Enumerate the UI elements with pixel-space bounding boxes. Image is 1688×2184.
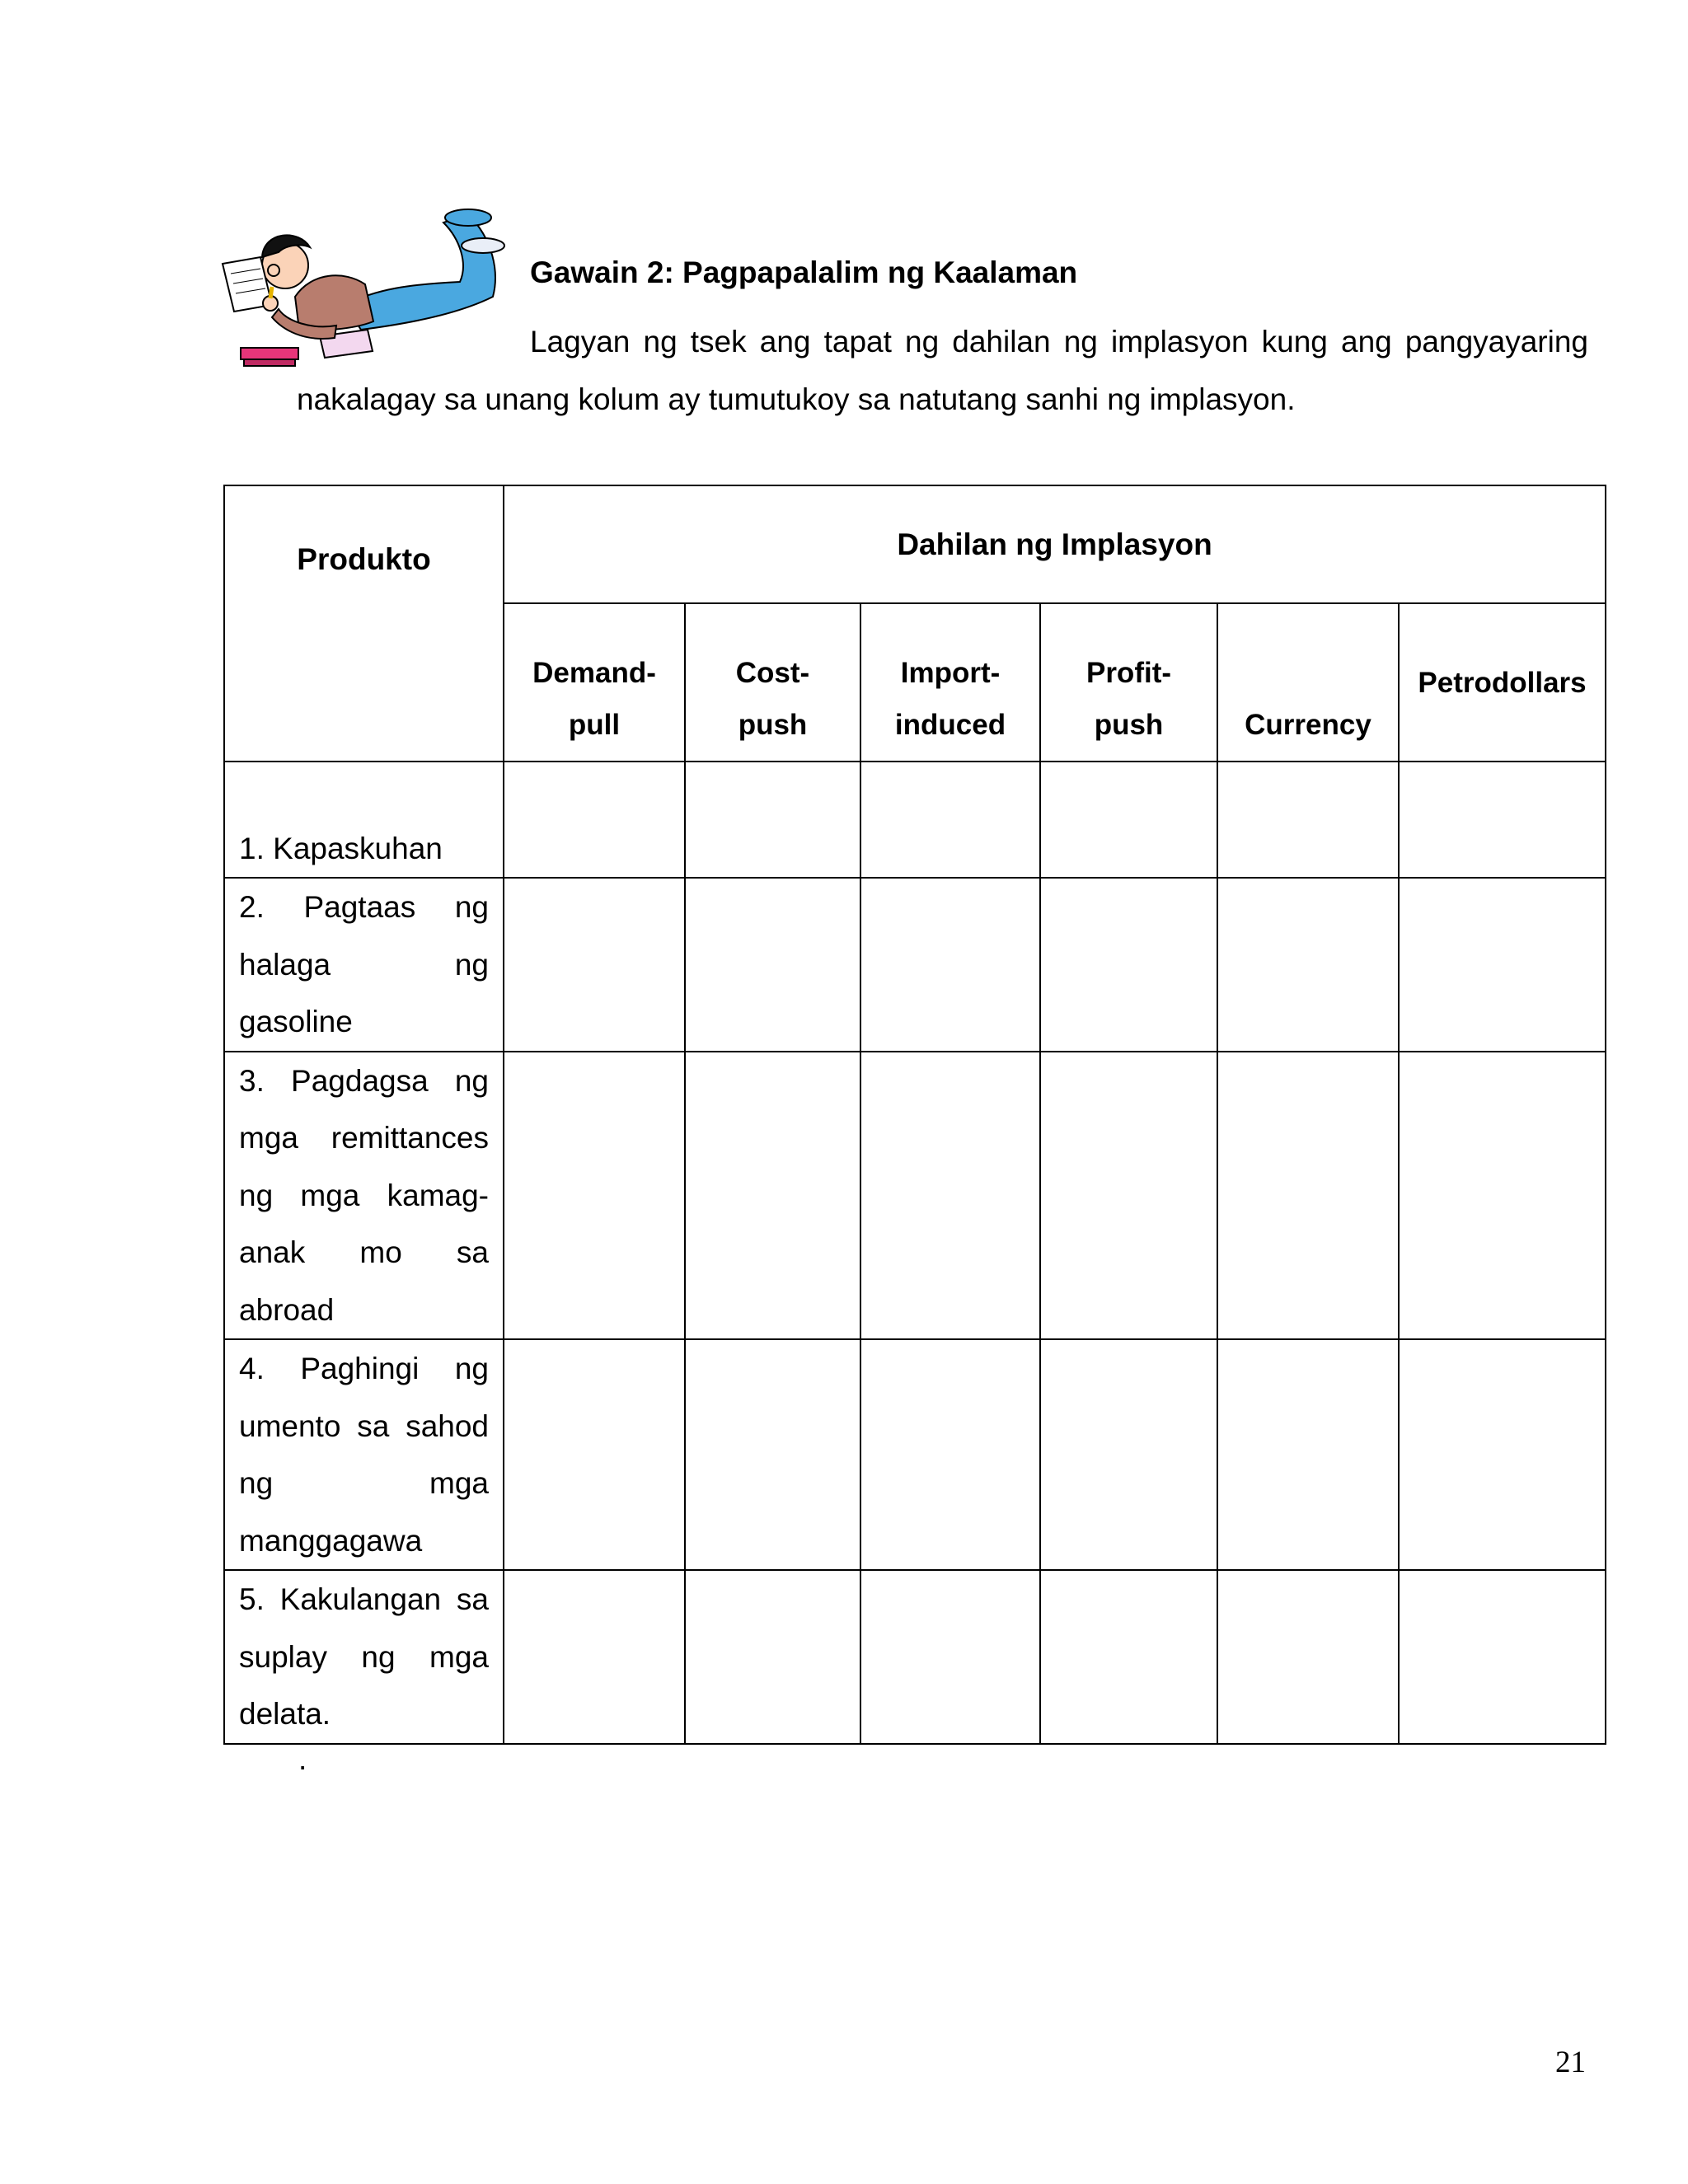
trailing-dot: .	[298, 1742, 307, 1776]
row-label: 1. Kapaskuhan	[224, 762, 504, 878]
check-cell[interactable]	[1217, 1570, 1399, 1744]
header-demand-pull: Demand- pull	[504, 603, 685, 762]
check-cell[interactable]	[685, 762, 860, 878]
check-cell[interactable]	[860, 1570, 1040, 1744]
row-label: 4. Paghingi ng umento sa sahod ng mga manggagawa	[224, 1339, 504, 1570]
row-label: 5. Kakulangan sa suplay ng mga delata.	[224, 1570, 504, 1744]
header-cost-push: Cost- push	[685, 603, 860, 762]
check-cell[interactable]	[685, 1339, 860, 1570]
check-cell[interactable]	[685, 1052, 860, 1340]
table-row	[224, 1052, 1606, 1340]
header-petrodollars: Petrodollars	[1399, 603, 1606, 762]
check-cell[interactable]	[685, 878, 860, 1052]
header-currency: Currency	[1217, 603, 1399, 762]
check-cell[interactable]	[504, 878, 685, 1052]
check-cell[interactable]	[1399, 878, 1606, 1052]
table-row	[224, 762, 1606, 878]
check-cell[interactable]	[860, 1052, 1040, 1340]
check-cell[interactable]	[504, 762, 685, 878]
header-dahilan: Dahilan ng Implasyon	[504, 485, 1606, 603]
inflation-causes-table	[223, 485, 1606, 1745]
row-label: 2. Pagtaas ng halaga ng gasoline	[224, 878, 504, 1052]
check-cell[interactable]	[504, 1339, 685, 1570]
check-cell[interactable]	[1399, 1570, 1606, 1744]
header-produkto: Produkto	[224, 485, 504, 762]
table-row	[224, 878, 1606, 1052]
check-cell[interactable]	[1399, 1339, 1606, 1570]
check-cell[interactable]	[1217, 1339, 1399, 1570]
check-cell[interactable]	[1040, 878, 1217, 1052]
check-cell[interactable]	[1040, 1052, 1217, 1340]
header-import-induced: Import- induced	[860, 603, 1040, 762]
check-cell[interactable]	[860, 878, 1040, 1052]
instructions-text: Lagyan ng tsek ang tapat ng dahilan ng implasyon kung ang pangyayaring nakalagay sa unang kolum ay tumutukoy sa natutang sanhi ng implasyon.	[297, 325, 1588, 416]
check-cell[interactable]	[1399, 762, 1606, 878]
check-cell[interactable]	[1040, 762, 1217, 878]
check-cell[interactable]	[504, 1052, 685, 1340]
check-cell[interactable]	[1040, 1570, 1217, 1744]
check-cell[interactable]	[1217, 878, 1399, 1052]
check-cell[interactable]	[1217, 1052, 1399, 1340]
row-label: 3. Pagdagsa ng mga remittances ng mga kamag-anak mo sa abroad	[224, 1052, 504, 1340]
check-cell[interactable]	[504, 1570, 685, 1744]
check-cell[interactable]	[1040, 1339, 1217, 1570]
table-row	[224, 1570, 1606, 1744]
table-row	[224, 1339, 1606, 1570]
check-cell[interactable]	[1217, 762, 1399, 878]
page-number: 21	[1555, 2046, 1586, 2079]
check-cell[interactable]	[860, 762, 1040, 878]
check-cell[interactable]	[685, 1570, 860, 1744]
activity-title: Gawain 2: Pagpapalalim ng Kaalaman	[530, 255, 1078, 289]
check-cell[interactable]	[1399, 1052, 1606, 1340]
header-profit-push: Profit- push	[1040, 603, 1217, 762]
check-cell[interactable]	[860, 1339, 1040, 1570]
